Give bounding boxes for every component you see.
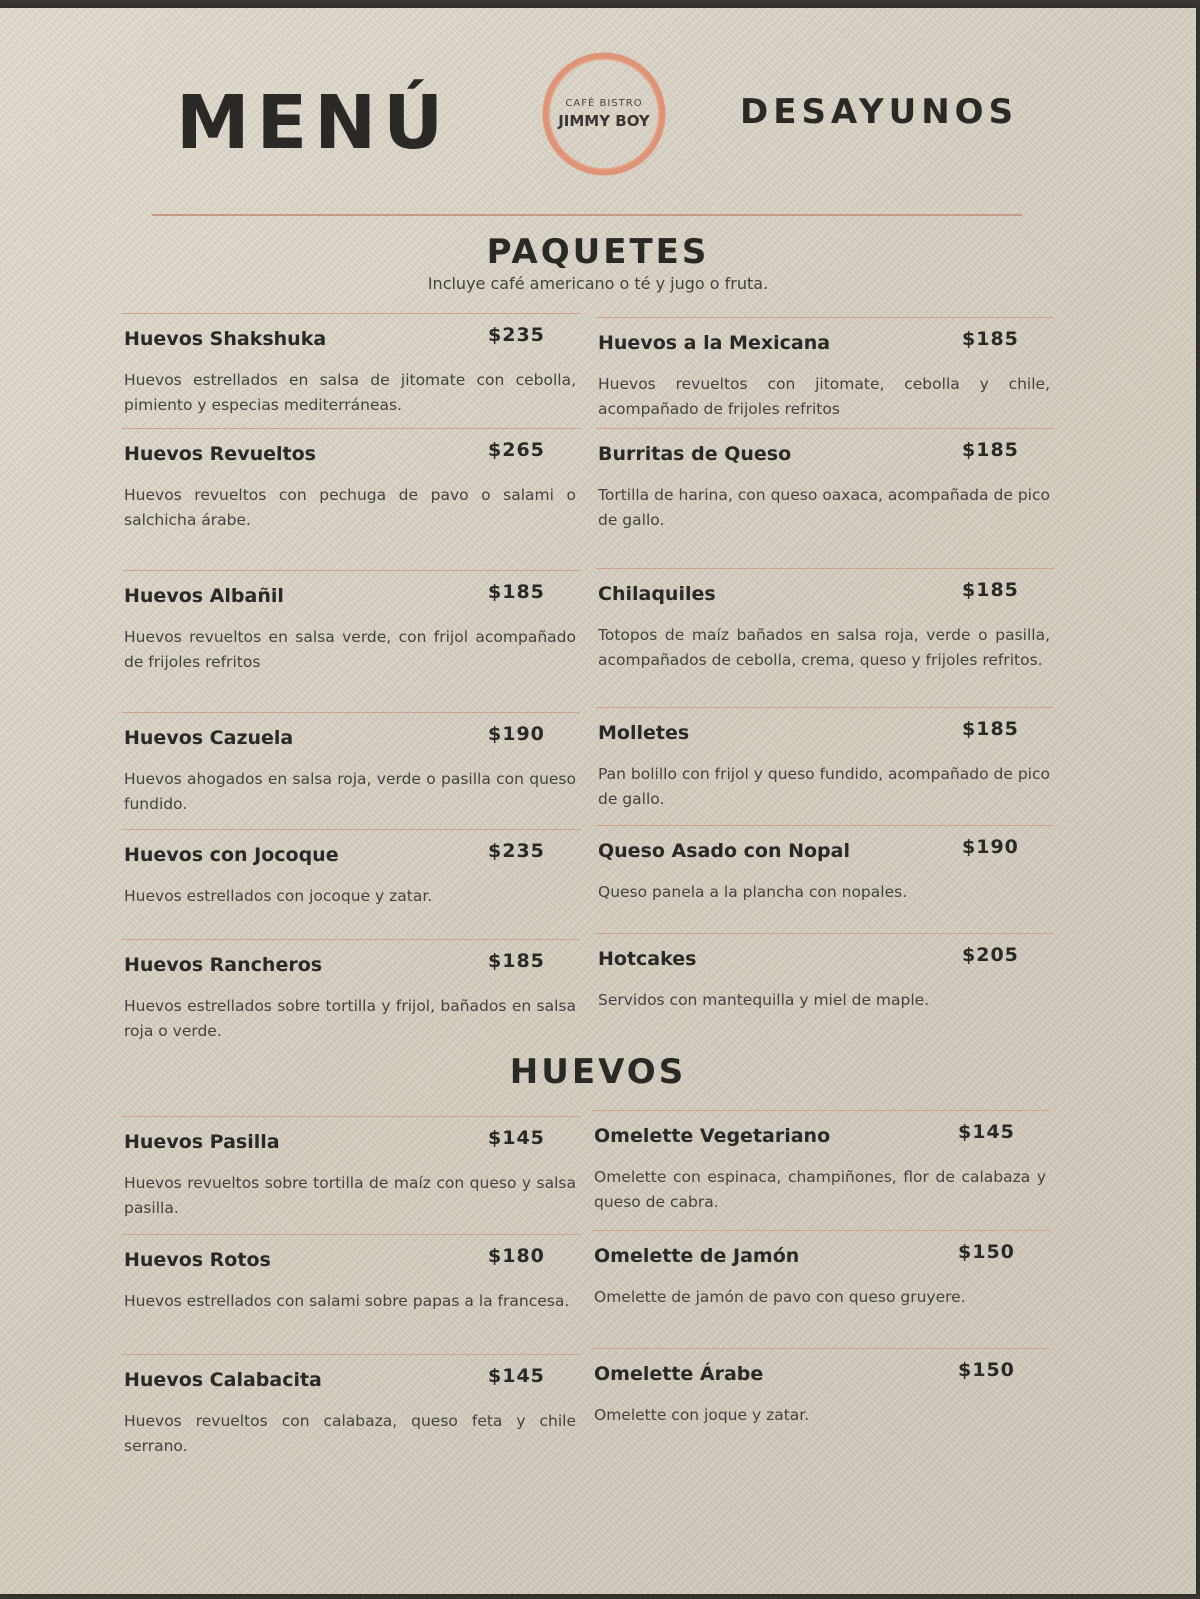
menu-item — [122, 939, 580, 1050]
item-description: Tortilla de harina, con queso oaxaca, acompañada de pico de gallo. — [598, 486, 1050, 529]
item-description: Huevos revueltos con pechuga de pavo o salami o salchicha árabe. — [124, 486, 576, 529]
item-description: Huevos revueltos con calabaza, queso feta y chile serrano. — [124, 1412, 576, 1455]
logo-small-text: CAFÉ BISTRO — [565, 98, 643, 109]
item-description: Servidos con mantequilla y miel de maple. — [598, 991, 930, 1009]
item-description: Totopos de maíz bañados en salsa roja, verde o pasilla, acompañados de cebolla, crema, queso y frijoles refritos. — [598, 626, 1050, 669]
menu-subtitle: DESAYUNOS — [740, 92, 1019, 132]
item-description: Omelette de jamón de pavo con queso gruyere. — [594, 1288, 966, 1306]
item-price: $145 — [958, 1121, 1015, 1143]
item-name: Huevos Cazuela — [124, 727, 294, 749]
item-name: Huevos Calabacita — [124, 1369, 322, 1391]
item-name: Omelette Árabe — [594, 1363, 764, 1385]
item-price: $235 — [488, 324, 545, 346]
menu-item — [596, 428, 1054, 565]
item-price: $185 — [962, 439, 1019, 461]
menu-title: MENÚ — [176, 80, 451, 166]
item-name: Omelette Vegetariano — [594, 1125, 831, 1147]
item-price: $190 — [962, 836, 1019, 858]
item-price: $185 — [488, 581, 545, 603]
menu-item — [596, 707, 1054, 822]
menu-item — [122, 829, 580, 936]
menu-item — [596, 568, 1054, 705]
item-name: Huevos con Jocoque — [124, 844, 339, 866]
item-name: Huevos Rancheros — [124, 954, 323, 976]
menu-item — [592, 1110, 1050, 1225]
item-price: $265 — [488, 439, 545, 461]
logo-brand-text: JIMMY BOY — [558, 112, 650, 130]
item-price: $185 — [488, 950, 545, 972]
menu-item — [122, 313, 580, 426]
item-name: Huevos Albañil — [124, 585, 284, 607]
item-description: Pan bolillo con frijol y queso fundido, acompañado de pico de gallo. — [598, 765, 1050, 808]
huevos-heading: HUEVOS — [509, 1052, 687, 1092]
menu-item — [122, 1234, 580, 1349]
item-description: Huevos revueltos en salsa verde, con frijol acompañado de frijoles refritos — [124, 628, 576, 671]
item-name: Huevos Pasilla — [124, 1131, 280, 1153]
item-price: $145 — [488, 1365, 545, 1387]
item-name: Huevos a la Mexicana — [598, 332, 831, 354]
item-name: Huevos Revueltos — [124, 443, 316, 465]
item-price: $145 — [488, 1127, 545, 1149]
item-name: Burritas de Queso — [598, 443, 792, 465]
item-price: $205 — [962, 944, 1019, 966]
item-price: $185 — [962, 579, 1019, 601]
bistro-logo — [540, 50, 668, 178]
menu-item — [596, 825, 1054, 932]
item-description: Huevos revueltos con jitomate, cebolla y chile, acompañado de frijoles refritos — [598, 375, 1050, 418]
menu-item — [122, 1354, 580, 1469]
paquetes-heading: PAQUETES — [486, 232, 710, 272]
menu-item — [122, 712, 580, 825]
item-price: $190 — [488, 723, 545, 745]
item-price: $180 — [488, 1245, 545, 1267]
menu-item — [596, 933, 1054, 1044]
item-description: Huevos revueltos sobre tortilla de maíz con queso y salsa pasilla. — [124, 1174, 576, 1217]
item-description: Huevos estrellados en salsa de jitomate con cebolla, pimiento y especias mediterráneas. — [124, 371, 576, 414]
menu-page — [0, 8, 1196, 1594]
item-price: $235 — [488, 840, 545, 862]
menu-item — [122, 428, 580, 567]
item-price: $150 — [958, 1359, 1015, 1381]
item-name: Molletes — [598, 722, 690, 744]
item-description: Huevos estrellados sobre tortilla y frijol, bañados en salsa roja o verde. — [124, 997, 576, 1040]
item-name: Omelette de Jamón — [594, 1245, 800, 1267]
menu-item — [592, 1348, 1050, 1455]
item-name: Hotcakes — [598, 948, 697, 970]
item-description: Queso panela a la plancha con nopales. — [598, 883, 908, 901]
header-divider — [152, 214, 1022, 216]
item-description: Omelette con espinaca, champiñones, flor de calabaza y queso de cabra. — [594, 1168, 1046, 1211]
item-price: $150 — [958, 1241, 1015, 1263]
item-description: Huevos ahogados en salsa roja, verde o pasilla con queso fundido. — [124, 770, 576, 813]
item-name: Queso Asado con Nopal — [598, 840, 850, 862]
menu-item — [592, 1230, 1050, 1337]
item-description: Huevos estrellados con salami sobre papas a la francesa. — [124, 1292, 570, 1310]
menu-item — [122, 570, 580, 709]
item-description: Omelette con joque y zatar. — [594, 1406, 810, 1424]
menu-item — [596, 317, 1054, 426]
item-name: Huevos Rotos — [124, 1249, 271, 1271]
item-name: Huevos Shakshuka — [124, 328, 327, 350]
menu-item — [122, 1116, 580, 1231]
item-name: Chilaquiles — [598, 583, 716, 605]
paquetes-note: Incluye café americano o té y jugo o fruta. — [427, 274, 769, 293]
item-price: $185 — [962, 718, 1019, 740]
item-price: $185 — [962, 328, 1019, 350]
item-description: Huevos estrellados con jocoque y zatar. — [124, 887, 433, 905]
